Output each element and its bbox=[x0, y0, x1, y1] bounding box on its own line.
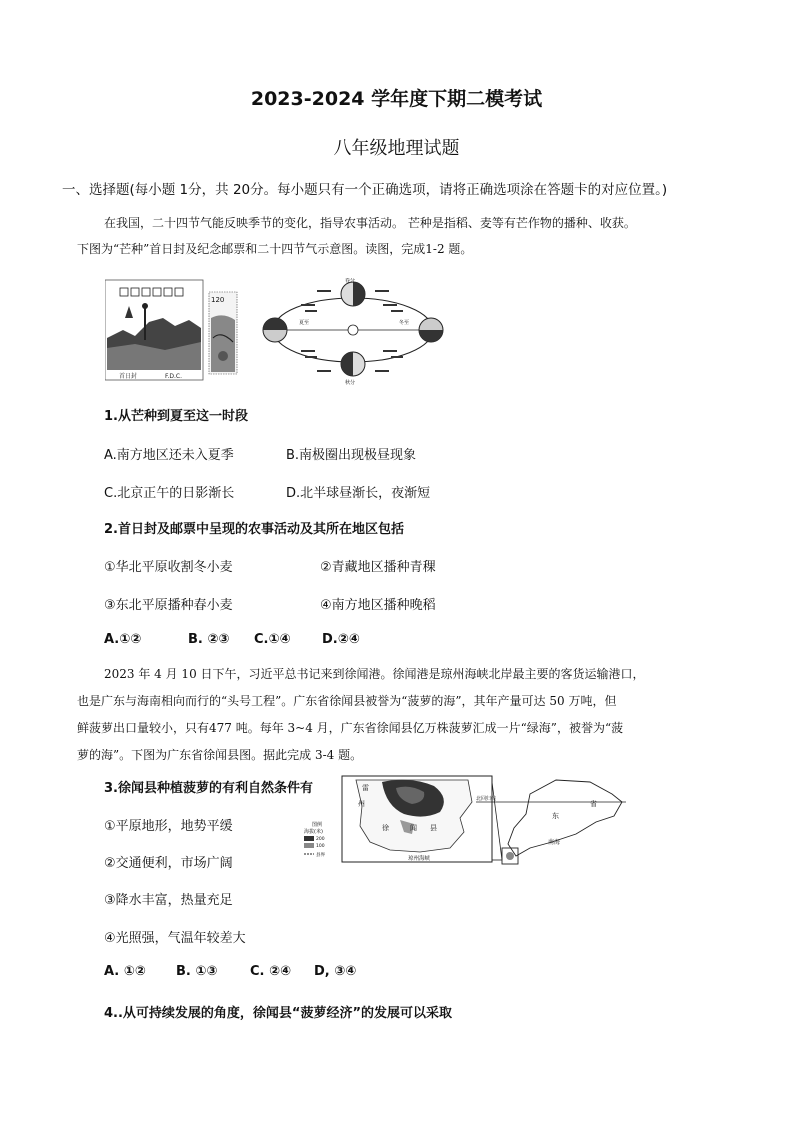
q2-option-a[interactable]: A.①② bbox=[104, 632, 142, 647]
q1-option-a[interactable]: A.南方地区还未入夏季 bbox=[104, 448, 234, 463]
q1-option-b[interactable]: B.南极圈出现极昼现象 bbox=[286, 448, 417, 463]
q2-option-d[interactable]: D.②④ bbox=[322, 632, 360, 647]
q3-item-4: ④光照强，气温年较差大 bbox=[104, 931, 246, 946]
passage1-line2: 下图为“芒种”首日封及纪念邮票和二十四节气示意图。读图，完成1-2 题。 bbox=[77, 242, 473, 256]
legend-county-border: 县界 bbox=[316, 853, 325, 858]
legend-200: 200 bbox=[316, 837, 325, 842]
map-label-xu: 徐 bbox=[382, 824, 389, 832]
passage2-line2: 也是广东与海南相向而行的“头号工程”。广东省徐闻县被誉为“菠萝的海”，其年产量可达 50 万吨，但 bbox=[77, 694, 617, 708]
passage2-line1: 2023 年 4 月 10 日下午，习近平总书记来到徐闻港。徐闻港是琼州海峡北岸最主要的客货运输港口， bbox=[104, 667, 645, 681]
map-legend bbox=[304, 821, 325, 858]
q3-stem: 3.徐闻县种植菠萝的有利自然条件有 bbox=[104, 781, 313, 796]
q1-stem: 1.从芒种到夏至这一时段 bbox=[104, 409, 248, 424]
commemorative-stamp-image bbox=[209, 292, 237, 374]
xuwen-county-map bbox=[342, 776, 492, 862]
exam-subtitle: 八年级地理试题 bbox=[333, 138, 460, 159]
passage2-line3: 鲜菠萝出口量较小，只有477 吨。每年 3~4 月，广东省徐闻县亿万株菠萝汇成一片“绿海”，被誉为“菠 bbox=[77, 721, 624, 735]
legend-swatch-mid bbox=[304, 843, 314, 848]
q1-option-d[interactable]: D.北半球昼渐长，夜渐短 bbox=[286, 486, 431, 501]
map-label-lei: 雷 bbox=[362, 784, 369, 792]
exam-title: 2023-2024 学年度下期二模考试 bbox=[250, 88, 543, 110]
q2-item-3: ③东北平原播种春小麦 bbox=[104, 598, 233, 613]
q2-stem: 2.首日封及邮票中呈现的农事活动及其所在地区包括 bbox=[104, 522, 404, 537]
q1-option-c[interactable]: C.北京正午的日影渐长 bbox=[104, 486, 235, 501]
first-day-cover-image bbox=[105, 280, 203, 380]
q2-item-4: ④南方地区播种晚稻 bbox=[320, 598, 436, 613]
season-label-winter: 冬至 bbox=[399, 320, 410, 326]
inset-label-tropic: 北回归线 bbox=[476, 796, 497, 802]
inset-label-dong: 东 bbox=[552, 812, 559, 820]
q2-option-c[interactable]: C.①④ bbox=[254, 632, 291, 647]
stamp-value: 120 bbox=[211, 296, 225, 304]
sun-icon bbox=[348, 325, 358, 335]
q2-item-1: ①华北平原收割冬小麦 bbox=[104, 560, 233, 575]
inset-label-south-sea: 南海 bbox=[548, 839, 561, 846]
inset-connector-line bbox=[492, 782, 502, 860]
legend-title: 图例 bbox=[312, 822, 323, 828]
map-label-wen: 闻 bbox=[410, 824, 417, 832]
q3-option-d[interactable]: D, ③④ bbox=[314, 964, 357, 979]
q3-item-2: ②交通便利，市场广阔 bbox=[104, 856, 233, 871]
season-label-summer: 夏至 bbox=[299, 320, 310, 326]
q2-option-b[interactable]: B. ②③ bbox=[188, 632, 230, 647]
season-label-autumn: 秋分 bbox=[345, 380, 356, 386]
legend-100: 100 bbox=[316, 844, 325, 849]
q3-item-3: ③降水丰富，热量充足 bbox=[104, 893, 233, 908]
q3-option-b[interactable]: B. ①③ bbox=[176, 964, 218, 979]
first-day-cover-code: F.D.C. bbox=[165, 373, 183, 380]
q4-stem: 4..从可持续发展的角度，徐闻县“菠萝经济”的发展可以采取 bbox=[104, 1006, 453, 1021]
map-label-xian: 县 bbox=[430, 824, 437, 832]
q2-item-2: ②青藏地区播种青稞 bbox=[320, 560, 436, 575]
guangdong-inset-map bbox=[476, 780, 626, 864]
map-label-zhou: 州 bbox=[358, 800, 365, 808]
section-heading: 一、选择题(每小题 1分，共 20分。每小题只有一个正确选项，请将正确选项涂在答题卡的对应位置。) bbox=[62, 182, 668, 198]
first-day-cover-caption: 首日封 bbox=[119, 373, 138, 380]
q3-option-a[interactable]: A. ①② bbox=[104, 964, 146, 979]
map-label-qiongzhou-strait: 琼州海峡 bbox=[408, 856, 431, 862]
q3-item-1: ①平原地形，地势平缓 bbox=[104, 819, 233, 834]
legend-elevation: 海拔(米) bbox=[304, 829, 323, 835]
q3-option-c[interactable]: C. ②④ bbox=[250, 964, 292, 979]
season-label-spring: 春分 bbox=[345, 278, 356, 284]
figure2 bbox=[300, 772, 630, 868]
passage2-line4: 萝的海”。下图为广东省徐闻县图。据此完成 3-4 题。 bbox=[77, 748, 363, 762]
passage1-line1: 在我国，二十四节气能反映季节的变化，指导农事活动。 芒种是指稻、麦等有芒作物的播种、收获。 bbox=[104, 216, 636, 230]
figure1 bbox=[105, 278, 445, 386]
legend-swatch-high bbox=[304, 836, 314, 841]
solar-terms-orbit-diagram bbox=[263, 278, 443, 386]
inset-label-sheng: 省 bbox=[590, 800, 597, 808]
